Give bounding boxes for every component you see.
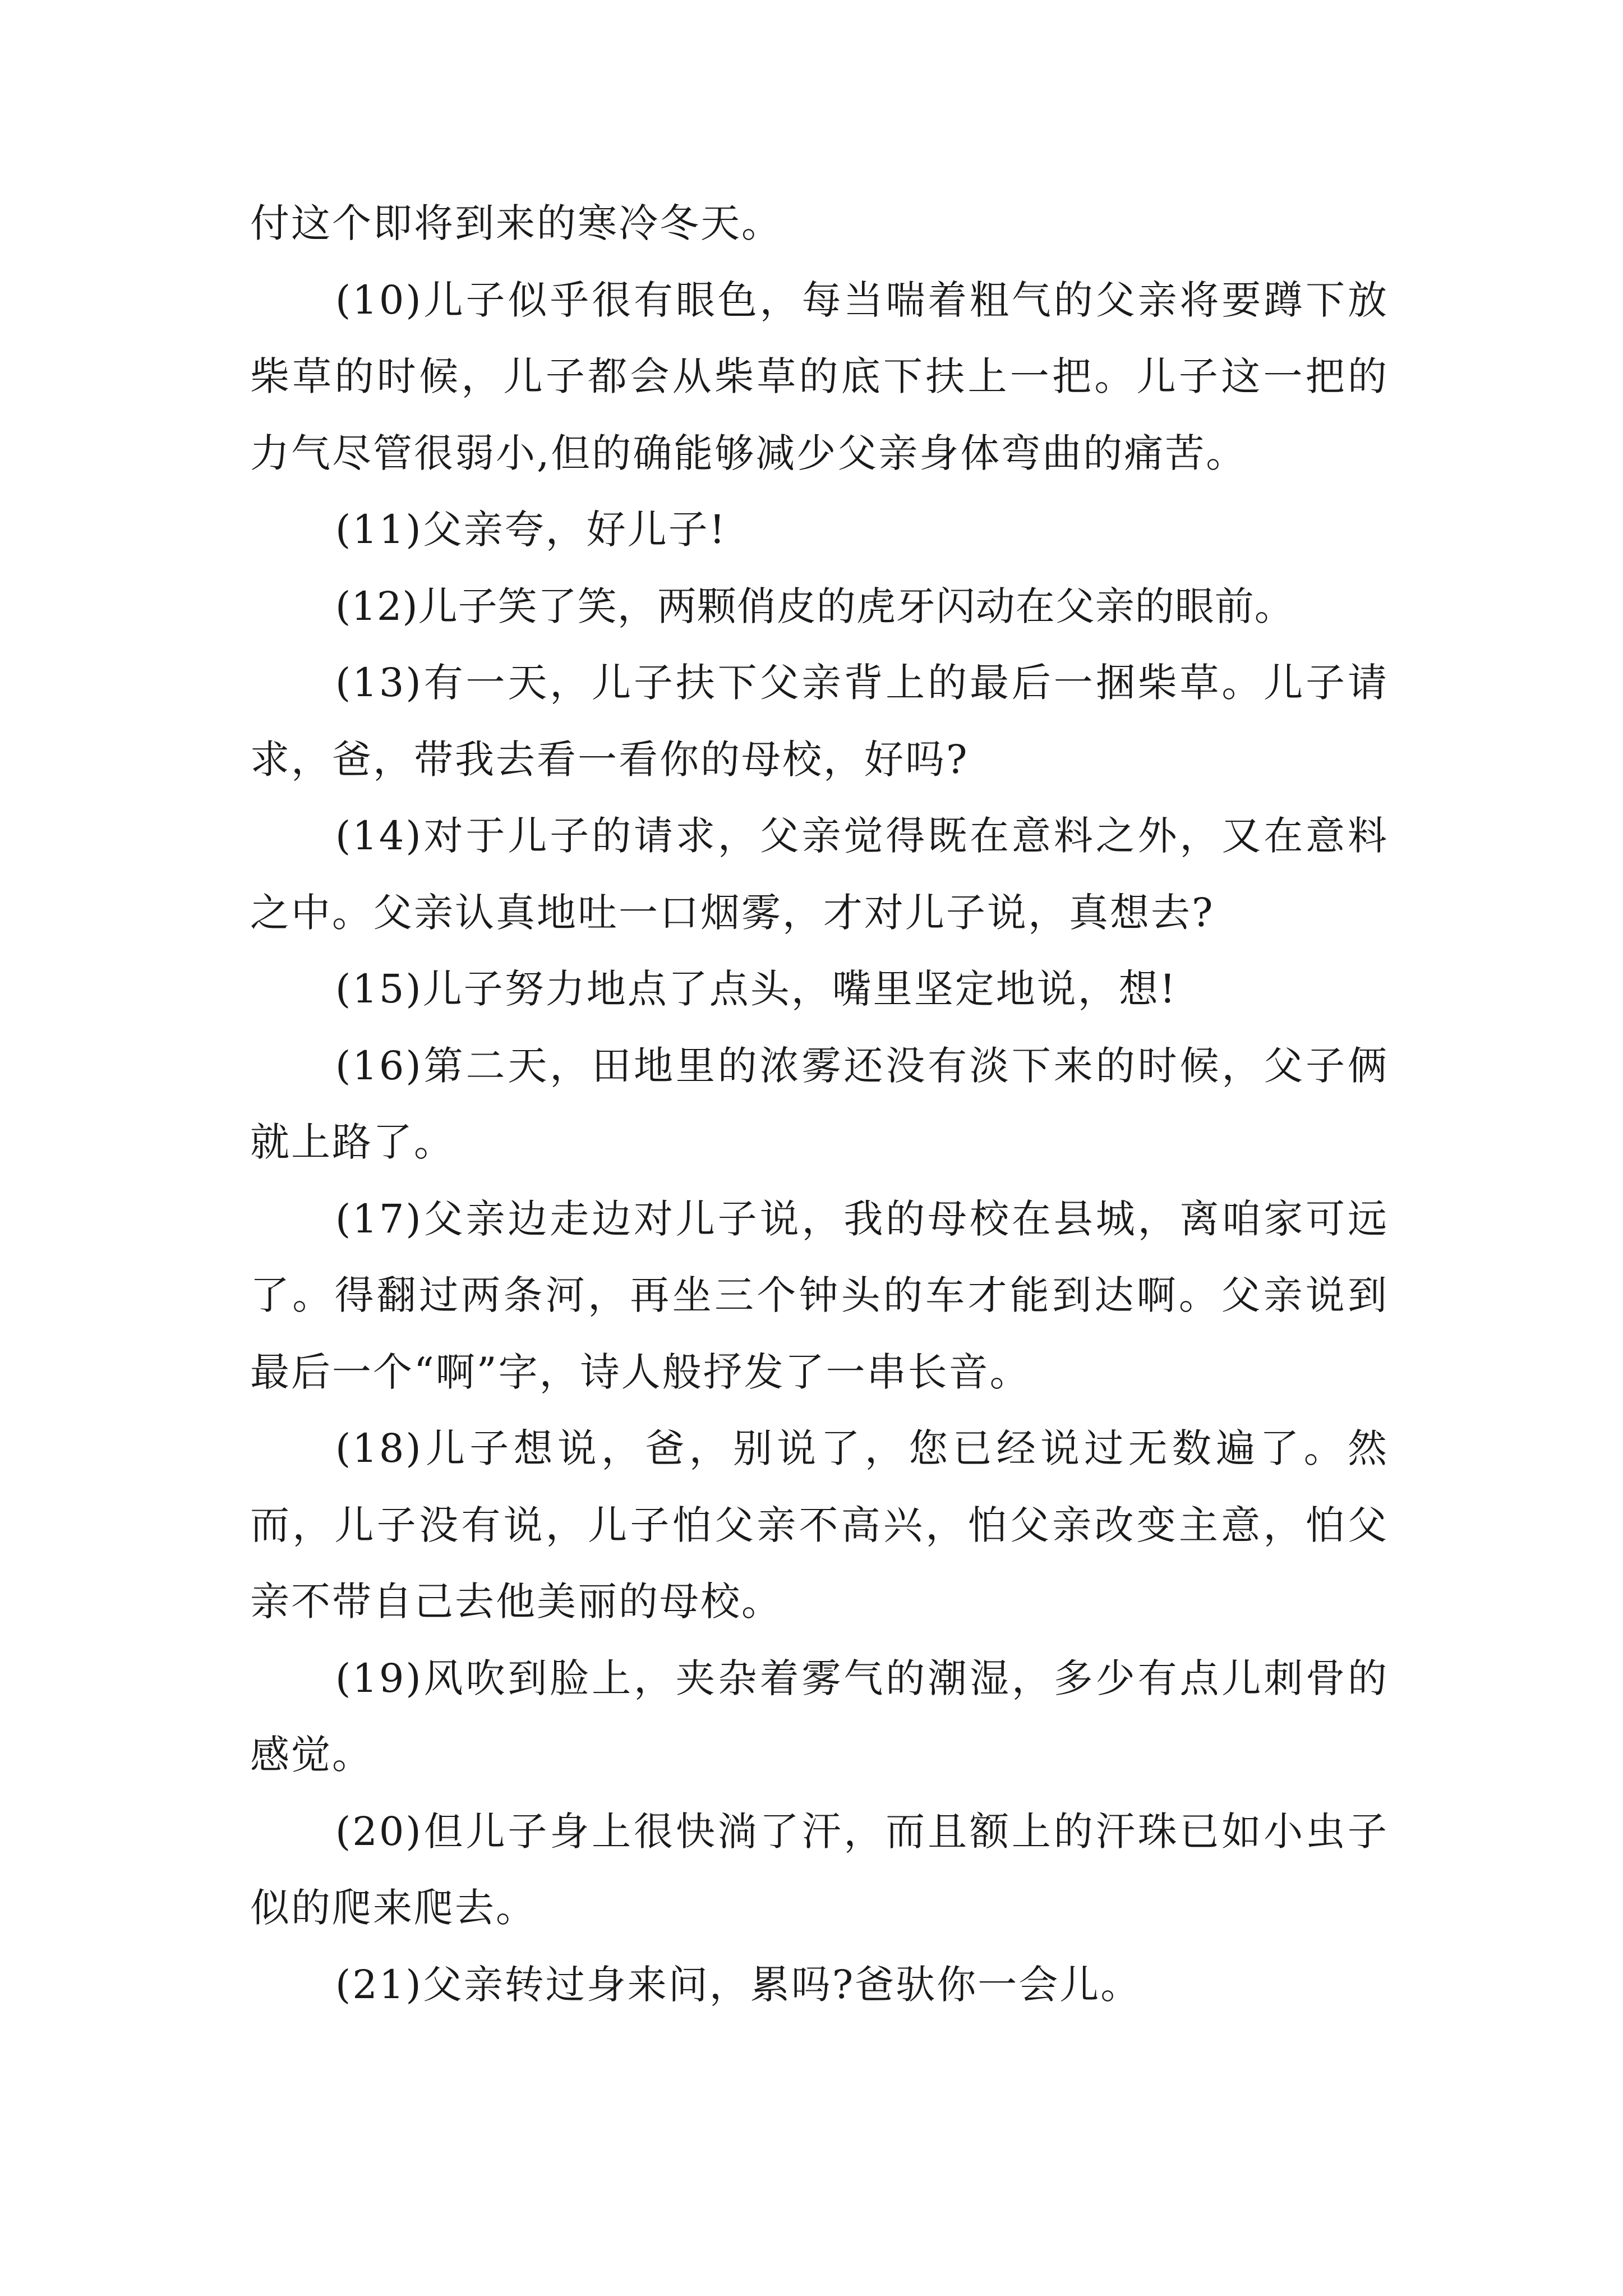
paragraph-20: (20)但儿子身上很快淌了汗，而且额上的汗珠已如小虫子似的爬来爬去。 [250,1808,1389,1931]
paragraph-continuation: 付这个即将到来的寒冷冬天。 [250,200,782,246]
paragraph-17: (17)父亲边走边对儿子说，我的母校在县城，离咱家可远了。得翻过两条河，再坐三个钟头的车才能到达啊。父亲说到最后一个“啊”字，诗人般抒发了一串长音。 [250,1195,1389,1395]
paragraph-18: (18)儿子想说，爸，别说了，您已经说过无数遍了。然而，儿子没有说，儿子怕父亲不高兴，怕父亲改变主意，怕父亲不带自己去他美丽的母校。 [250,1425,1389,1625]
paragraph-16: (16)第二天，田地里的浓雾还没有淡下来的时候，父子俩就上路了。 [250,1042,1389,1165]
paragraph-10: (10)儿子似乎很有眼色，每当喘着粗气的父亲将要蹲下放柴草的时候，儿子都会从柴草的底下扶上一把。儿子这一把的力气尽管很弱小,但的确能够减少父亲身体弯曲的痛苦。 [250,277,1389,476]
paragraph-12: (12)儿子笑了笑，两颗俏皮的虎牙闪动在父亲的眼前。 [335,583,1294,629]
paragraph-11: (11)父亲夸，好儿子! [335,507,727,553]
paragraph-19: (19)风吹到脸上，夹杂着雾气的潮湿，多少有点儿刺骨的感觉。 [250,1655,1389,1778]
paragraph-13: (13)有一天，儿子扶下父亲背上的最后一捆柴草。儿子请求，爸，带我去看一看你的母校，好吗? [250,660,1389,783]
paragraph-15: (15)儿子努力地点了点头，嘴里坚定地说，想! [335,966,1177,1012]
body-text [250,185,1389,2023]
paragraph-21: (21)父亲转过身来问，累吗?爸驮你一会儿。 [335,1961,1142,2008]
paragraph-14: (14)对于儿子的请求，父亲觉得既在意料之外，又在意料之中。父亲认真地吐一口烟雾，才对儿子说，真想去? [250,813,1389,936]
